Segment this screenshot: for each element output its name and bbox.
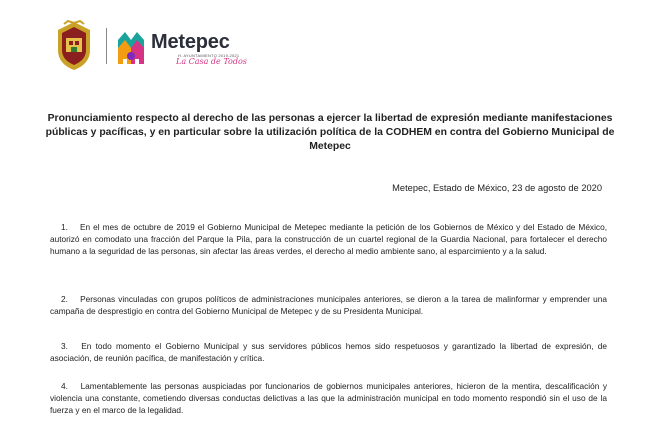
list-item xyxy=(50,293,607,317)
list-item-number: 2. xyxy=(61,294,68,304)
list-item xyxy=(50,340,607,364)
brand-subtitle: H. AYUNTAMIENTO 2019-2021 xyxy=(178,53,240,58)
list-item-text: En todo momento el Gobierno Municipal y sus servidores públicos hemos sido respetuosos y garantizado la libertad de expresión, de asociación, de reunión pacífica, de manifestación y crítica. xyxy=(50,341,608,364)
brand-name: Metepec xyxy=(151,31,230,53)
metepec-brand-logo-icon xyxy=(114,26,148,66)
list-item-text: Personas vinculadas con grupos políticos de administraciones municipales anteriores, se dieron a la tarea de malinformar y emprender una campaña de desprestigio en contra del Gobierno Municipal de Metepec y de su Presidenta Municipal. xyxy=(50,294,608,317)
list-item-text: Lamentablemente las personas auspiciadas por funcionarios de gobiernos municipales anteriores, hicieron de la mentira, descalificación y violencia una constante, cometiendo diversas conductas delictivas a las que la administración municipal en todo momento respondió sin el uso de la fuerza y en el marco de la legalidad. xyxy=(50,381,608,416)
document-dateline: Metepec, Estado de México, 23 de agosto de 2020 xyxy=(392,183,602,193)
document-header xyxy=(0,0,660,90)
logo-divider xyxy=(106,28,107,64)
list-item-number: 3. xyxy=(61,341,68,351)
list-item-text: En el mes de octubre de 2019 el Gobierno Municipal de Metepec mediante la petición de los Gobiernos de México y del Estado de México, autorizó en comodato una fracción del Parque la Pila, para la construcción de un cuartel regional de la Guardia Nacional, para fortalecer el derecho humano a la seguridad de las personas, sin afectar las áreas verdes, el derecho al medio ambiente sano, al esparcimiento y a la salud. xyxy=(50,222,607,257)
list-item xyxy=(50,380,607,417)
list-item xyxy=(50,221,607,258)
municipal-seal-icon xyxy=(54,20,94,72)
list-item-number: 4. xyxy=(61,381,68,391)
list-item-number: 1. xyxy=(61,222,68,232)
document-title: Pronunciamiento respecto al derecho de las personas a ejercer la libertad de expresión mediante manifestaciones públicas y pacíficas, y en particular sobre la utilización política de la CODHEM en contra del Gobierno Municipal de Metepec xyxy=(45,113,615,152)
brand-slogan: La Casa de Todos xyxy=(176,57,247,66)
